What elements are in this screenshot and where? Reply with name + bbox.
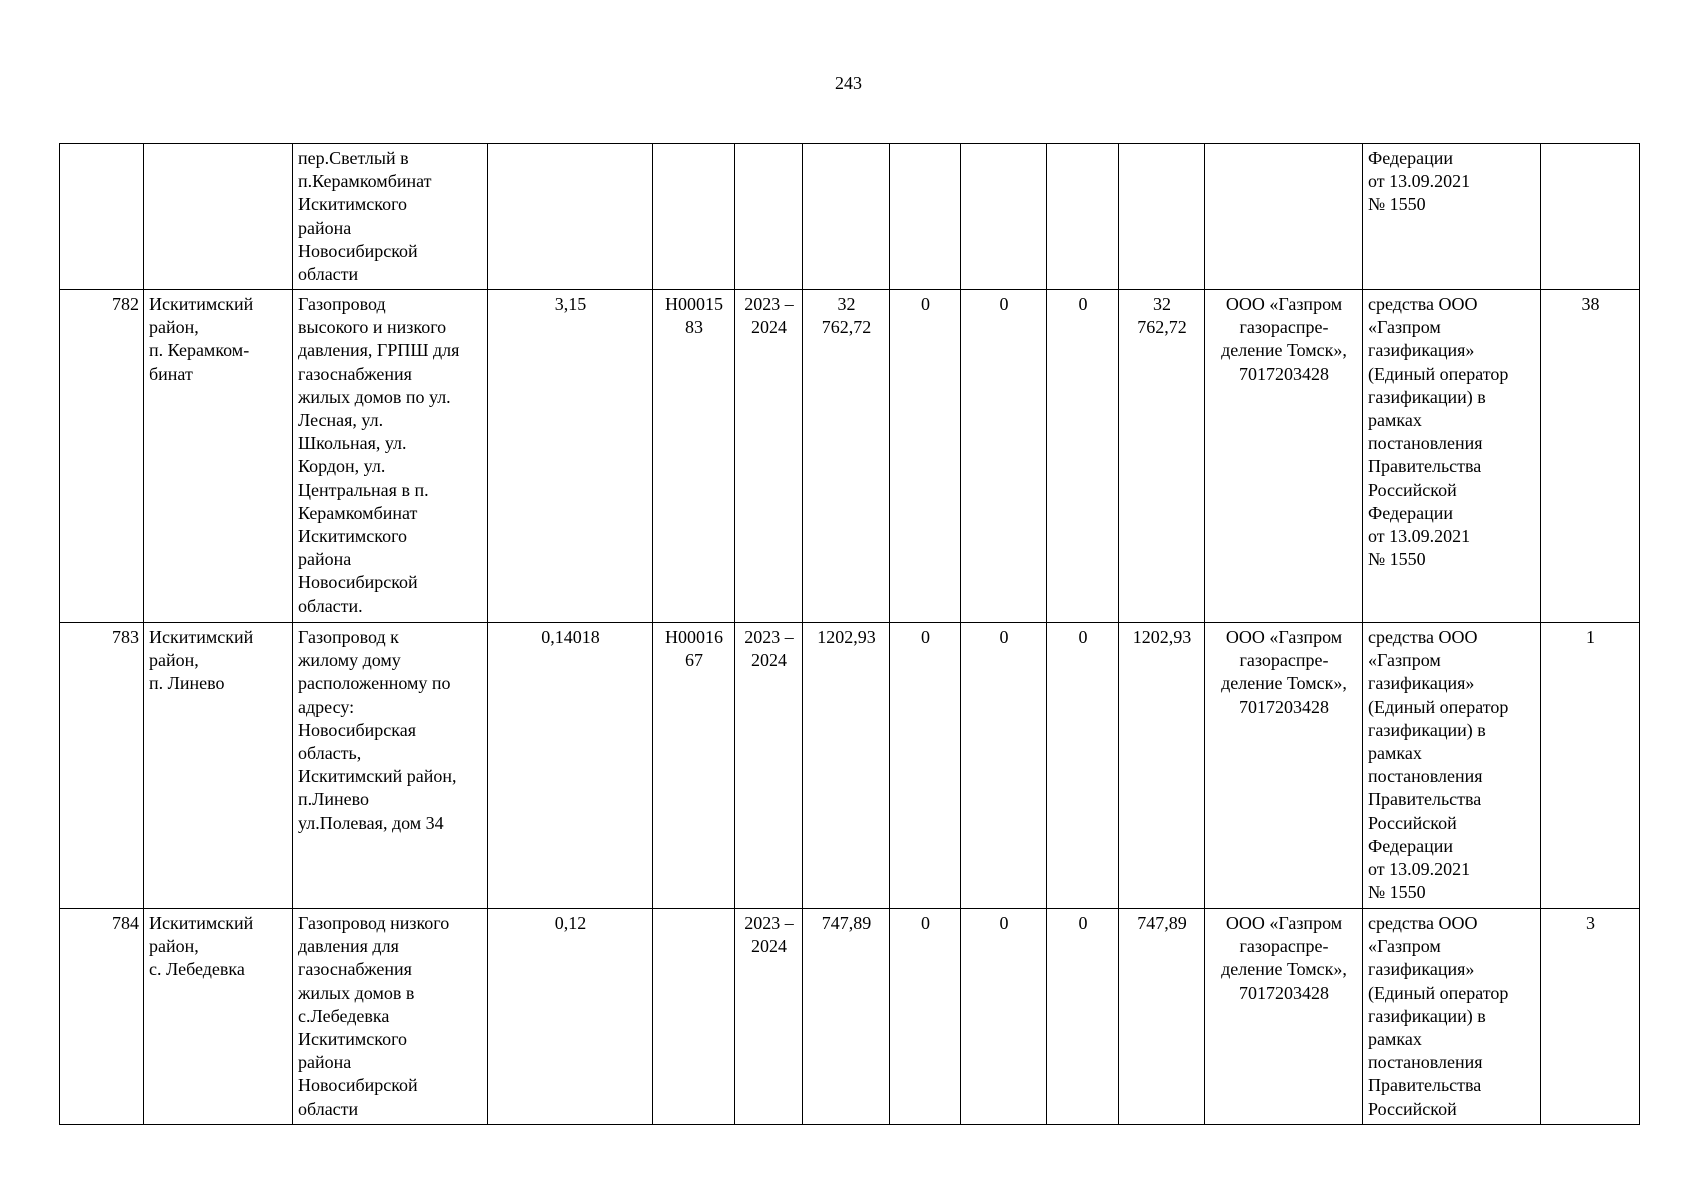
organization-cell: ООО «Газпром газораспре- деление Томск», 7017203428 [1205, 623, 1363, 909]
total-cell: 747,89 [1119, 909, 1205, 1125]
total-cell [1119, 144, 1205, 290]
table-row [60, 909, 1640, 1125]
funding-source-cell: средства ООО «Газпром газификация» (Единый оператор газификации) в рамках постановления Правительства Российской Федерации от 13.09.2021 № 1550 [1363, 290, 1541, 623]
page-number: 243 [835, 73, 862, 93]
period-cell: 2023 – 2024 [735, 909, 803, 1125]
value-cell: 0 [1047, 623, 1119, 909]
cost-cell: 32 762,72 [803, 290, 890, 623]
organization-cell [1205, 144, 1363, 290]
value-cell: 0 [890, 909, 961, 1125]
object-cell: Газопровод высокого и низкого давления, ГРПШ для газоснабжения жилых домов по ул. Лесная, ул. Школьная, ул. Кордон, ул. Центральная в п. Керамкомбинат Искитимского района Новосибирской области. [293, 290, 488, 623]
value-cell: 0 [1047, 290, 1119, 623]
count-cell: 1 [1541, 623, 1640, 909]
period-cell: 2023 – 2024 [735, 290, 803, 623]
row-number: 784 [60, 909, 144, 1125]
code-cell [653, 144, 735, 290]
area-cell: Искитимский район, с. Лебедевка [144, 909, 293, 1125]
length-cell: 3,15 [488, 290, 653, 623]
funding-source-cell: средства ООО «Газпром газификация» (Единый оператор газификации) в рамках постановления Правительства Российской Федерации от 13.09.2021 № 1550 [1363, 623, 1541, 909]
cost-cell [803, 144, 890, 290]
value-cell: 0 [961, 909, 1047, 1125]
object-cell: Газопровод к жилому дому расположенному по адресу: Новосибирская область, Искитимский район, п.Линево ул.Полевая, дом 34 [293, 623, 488, 909]
count-cell [1541, 144, 1640, 290]
row-number: 782 [60, 290, 144, 623]
gas-pipeline-table [59, 143, 1640, 1125]
length-cell [488, 144, 653, 290]
table-row [60, 144, 1640, 290]
table-row [60, 290, 1640, 623]
object-cell: Газопровод низкого давления для газоснабжения жилых домов в с.Лебедевка Искитимского района Новосибирской области [293, 909, 488, 1125]
code-cell: Н00015 83 [653, 290, 735, 623]
cost-cell: 747,89 [803, 909, 890, 1125]
value-cell: 0 [890, 623, 961, 909]
code-cell [653, 909, 735, 1125]
row-number: 783 [60, 623, 144, 909]
area-cell: Искитимский район, п. Керамком- бинат [144, 290, 293, 623]
value-cell [890, 144, 961, 290]
code-cell: Н00016 67 [653, 623, 735, 909]
area-cell [144, 144, 293, 290]
table-row [60, 623, 1640, 909]
value-cell [1047, 144, 1119, 290]
funding-source-cell: Федерации от 13.09.2021 № 1550 [1363, 144, 1541, 290]
value-cell: 0 [890, 290, 961, 623]
row-number [60, 144, 144, 290]
length-cell: 0,12 [488, 909, 653, 1125]
total-cell: 32 762,72 [1119, 290, 1205, 623]
object-cell: пер.Светлый в п.Керамкомбинат Искитимского района Новосибирской области [293, 144, 488, 290]
value-cell [961, 144, 1047, 290]
period-cell: 2023 – 2024 [735, 623, 803, 909]
period-cell [735, 144, 803, 290]
total-cell: 1202,93 [1119, 623, 1205, 909]
count-cell: 38 [1541, 290, 1640, 623]
length-cell: 0,14018 [488, 623, 653, 909]
cost-cell: 1202,93 [803, 623, 890, 909]
organization-cell: ООО «Газпром газораспре- деление Томск», 7017203428 [1205, 290, 1363, 623]
funding-source-cell: средства ООО «Газпром газификация» (Единый оператор газификации) в рамках постановления Правительства Российской [1363, 909, 1541, 1125]
value-cell: 0 [1047, 909, 1119, 1125]
value-cell: 0 [961, 290, 1047, 623]
value-cell: 0 [961, 623, 1047, 909]
area-cell: Искитимский район, п. Линево [144, 623, 293, 909]
count-cell: 3 [1541, 909, 1640, 1125]
organization-cell: ООО «Газпром газораспре- деление Томск», 7017203428 [1205, 909, 1363, 1125]
